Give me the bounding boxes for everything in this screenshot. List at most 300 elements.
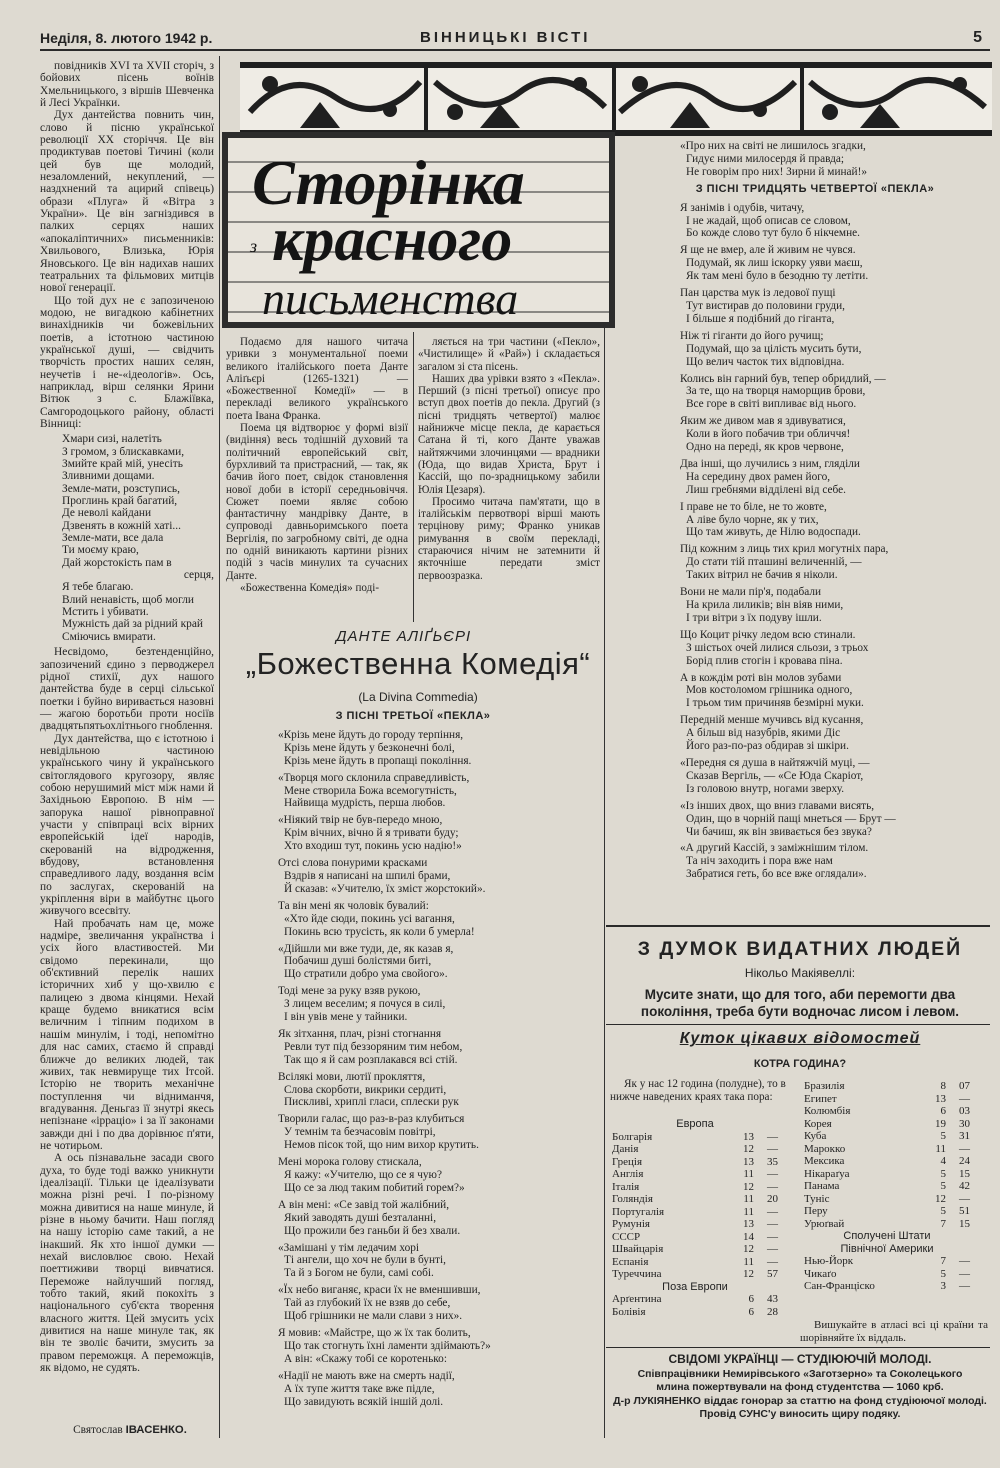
issue-date: Неділя, 8. лютого 1942 р.: [40, 30, 213, 46]
verse-line: Що так стогнуть їхні ламенти здіймають?»: [284, 1339, 491, 1352]
time-h: 11: [935, 1142, 946, 1155]
time-name: Італія: [612, 1180, 640, 1193]
time-name: СССР: [612, 1230, 641, 1243]
verse-line: Пан царства мук із ледової пущі: [680, 287, 836, 300]
verse-line: Гидує ними милосердя й правда;: [686, 152, 845, 165]
paragraph: Подаємо для нашого читача уривки з монументальної поеми великого італійського поета Данте Аліґьєрі (1265-1321) — «Божественної Комедії» — в перекладі великого українського поета Івана Франка.: [226, 336, 408, 422]
time-m: 03: [959, 1105, 970, 1117]
time-m: —: [767, 1243, 778, 1255]
time-row: [612, 1256, 778, 1269]
poem-line: Сміючись вмирати.: [62, 630, 156, 643]
stanza: [680, 800, 990, 839]
verse-line: А більш від назубрів, якими Діс: [686, 727, 841, 740]
time-name: Куба: [804, 1130, 827, 1142]
verse-line: А ліве було чорне, як у тих,: [686, 513, 819, 526]
verse-line: З лицем веселим; я почуся в силі,: [284, 998, 446, 1011]
stanza: [680, 140, 990, 179]
time-h: 12: [743, 1143, 754, 1155]
poem-line: Земле-мати, все дала: [62, 532, 164, 545]
time-table-right: [804, 1080, 970, 1293]
verse-line: Що се за люд таким побитий горем?»: [284, 1181, 465, 1194]
time-row: [804, 1118, 970, 1131]
time-h: 13: [743, 1155, 754, 1168]
verse-line: Колись він гарний був, тепер обридлий, —: [680, 372, 886, 385]
time-name: Еспанія: [612, 1255, 649, 1268]
time-m: —: [767, 1130, 778, 1143]
peasant-poem: [62, 433, 214, 643]
newspaper-title: ВІННИЦЬКІ ВІСТІ: [420, 29, 591, 46]
time-m: —: [959, 1267, 970, 1280]
verse-line: Із головою внутр, ногами зверху.: [686, 782, 845, 795]
stanza: [278, 985, 598, 1024]
poem-line: Мстить і убивати.: [62, 606, 149, 619]
time-name: Панама: [804, 1180, 840, 1192]
announcement-line: Д-р ЛУКІЯНЕНКО віддає гонорар за статтю на фонд студіюючої молоді.: [613, 1394, 987, 1407]
poem-canto-3: [278, 708, 598, 1412]
time-h: 14: [743, 1230, 754, 1243]
paragraph: ляється на три частини («Пекло», «Чистилище» й «Рай») і складається загалом зі ста пісень.: [418, 336, 600, 373]
time-row: [804, 1093, 970, 1106]
verse-line: «Хто йде сюди, покинь усі вагання,: [284, 912, 455, 925]
time-m: —: [767, 1255, 778, 1268]
time-m: —: [959, 1142, 970, 1155]
trivia-heading: Куток цікавих відомостей: [679, 1030, 921, 1047]
paragraph: Дух дантейства повнить чин, слово й пісню української революції XX сторіччя. Це він продиктував поетові Тичині (коли цей був ще молодий, незаломлений, некуплений, — наздхнений та ацирий співець) образи «Плуга» й «Вітра з України». Це він загніздився в палких серцях наших «апокаліптичних» письменників: Хвильового, Влизька, Юрія Яновського. Це він надихав наших театральних та фільмових митців нової генерації.: [40, 109, 214, 295]
time-m: 07: [959, 1080, 970, 1092]
time-m: —: [767, 1230, 778, 1243]
verse-line: Я мовив: «Майстре, що ж їх так болить,: [278, 1326, 471, 1339]
poem-line: Зливними дощами.: [62, 470, 155, 483]
verse-line: Вони не мали пір'я, подабали: [680, 586, 822, 599]
time-m: —: [767, 1218, 778, 1230]
time-name: Болівія: [612, 1305, 646, 1318]
time-row: [612, 1193, 778, 1206]
article-dantean-spirit: [40, 60, 214, 1374]
time-name: Колюмбія: [804, 1105, 851, 1117]
time-m: —: [959, 1192, 970, 1205]
verse-line: Отсі слова понурими красками: [278, 857, 428, 870]
time-m: —: [959, 1280, 970, 1292]
column-divider: [604, 140, 605, 1438]
verse-line: Тай аз глубокий їх не взяв до себе,: [284, 1297, 451, 1310]
time-row: [612, 1206, 778, 1219]
time-name: Арґентина: [612, 1293, 662, 1305]
verse-line: «Творця мого склонила справедливість,: [278, 771, 470, 784]
verse-line: Найвища мудрість, перша любов.: [284, 797, 446, 810]
time-h: 11: [743, 1255, 754, 1268]
verse-line: А він мені: «Се завід той жалібний,: [278, 1198, 450, 1211]
time-m: 30: [959, 1117, 970, 1130]
verse-line: Покинь всю трусість, як коли б умерла!: [284, 925, 475, 938]
time-row: [804, 1080, 970, 1093]
stanza: [680, 458, 990, 497]
verse-line: Тоді мене за руку взяв рукою,: [278, 985, 421, 998]
time-name: Нью-Йорк: [804, 1255, 854, 1267]
paragraph: Просимо читача пам'ятати, що в італійськім первотворі вірші мають терцінову риму; Франко уникав римування в своїм перекладі, стараючися нічим не затемнити й якточніше передати зміст первоозразка.: [418, 495, 600, 582]
time-h: 6: [748, 1293, 754, 1305]
time-row: [612, 1181, 778, 1194]
stanza: [680, 543, 990, 582]
verse-line: Тут вистирав до половини груди,: [686, 299, 845, 312]
time-row: [612, 1168, 778, 1181]
verse-line: Один, що в чорній пащі мнеться — Брут —: [686, 812, 896, 825]
header-rule: [40, 49, 990, 51]
paragraph: Най пробачать нам це, може надміре, звеличання українства і усіх його властивостей. Ми свідомо перекинали, що об'єктивний перелік наших історичних хиб у що-хвилю є палицею з двома кінцями. Нехай краще будемо вникатися всім величним і тіпним подихом в нашім минулім, і тоді, непомітно для нас самих, стаємо й справді ближче до великих людей, так живих, так невмируще тих Ітсой. Історію не творить механічне поступлення чи відниманчя, вгадування. Деньгаз її знутрі якесь непізнане «ірраціо» і за її законами завжди дні і по два дорівнює п'яти, не чотирьом.: [40, 917, 214, 1152]
time-row: [612, 1306, 778, 1319]
time-name: Голяндія: [612, 1193, 653, 1205]
poem-canto-34: [680, 140, 990, 885]
section-rule: [606, 1024, 990, 1025]
time-h: 8: [940, 1080, 946, 1092]
stanza: [278, 943, 598, 982]
verse-line: Що Коцит річку ледом всю стинали.: [680, 628, 856, 641]
masthead-word-3: письменства: [262, 273, 519, 324]
time-m: 57: [767, 1268, 778, 1280]
verse-line: Борід плив стогін і кровава піна.: [686, 654, 843, 667]
poem-author: ДАНТЕ АЛІҐЬЄРІ: [336, 628, 472, 645]
verse-line: Та й з Богом не були, самі собі.: [284, 1267, 434, 1280]
stanza: [278, 1071, 598, 1110]
verse-line: Що завидують всякій іншій долі.: [284, 1395, 444, 1408]
time-name: Румунія: [612, 1218, 650, 1230]
time-h: 5: [940, 1267, 946, 1280]
time-m: 24: [959, 1155, 970, 1167]
time-row: [804, 1218, 970, 1231]
verse-line: Що прожили без ганьби й без хвали.: [284, 1224, 461, 1237]
verse-line: Крім вічних, вічно й я тривати буду;: [284, 827, 459, 840]
verse-line: На крила лиликів; він віяв ними,: [686, 599, 844, 611]
quote-author: Нікольо Макіявеллі:: [744, 966, 856, 980]
paragraph: «Божественна Комедія» поді-: [240, 581, 380, 594]
stanza: [278, 1113, 598, 1152]
time-m: 35: [767, 1155, 778, 1168]
signature-last-name: ІВАСЕНКО.: [125, 1424, 187, 1436]
time-name: Греція: [612, 1155, 643, 1168]
verse-line: Слова скорботи, викрики сердиті,: [284, 1083, 447, 1096]
poem-line: Мужність дай за рідний край: [62, 618, 203, 631]
time-table-left: [612, 1118, 778, 1318]
stanza: [278, 729, 598, 768]
time-m: —: [767, 1180, 778, 1193]
verse-line: Чи бачиш, як він звивається без звука?: [686, 825, 872, 838]
quote-text: Мусите знати, що для того, аби перемогти два покоління, треба бути водночас лисом і левом.: [640, 987, 960, 1019]
stanza: [680, 244, 990, 283]
time-name: Сан-Франціско: [804, 1280, 875, 1292]
time-name: Перу: [804, 1205, 828, 1217]
time-name: Урюґвай: [804, 1217, 845, 1230]
time-name: Англія: [612, 1168, 644, 1180]
time-h: 3: [940, 1280, 946, 1292]
verse-line: Та він мені як чоловік бувалий:: [278, 899, 429, 912]
section-rule: [606, 1347, 990, 1348]
stanza: [278, 1156, 598, 1195]
poem-latin-title: (La Divina Commedia): [358, 690, 478, 704]
poem-line: Проглинь край багатий,: [62, 495, 178, 508]
paragraph: Несвідомо, безтенденційно, запозичений єдино з перводжерел рідної стихії, дух нашого дантейства буде в серці сільської поетки і буйно виривається назовні — жагою боротьби проти носіїв двадцятьпятьохлітнього гноблення.: [40, 646, 214, 733]
trivia-subheading: КОТРА ГОДИНА?: [753, 1058, 847, 1070]
stanza: [278, 900, 598, 939]
time-h: 5: [940, 1167, 946, 1180]
time-name: Данія: [612, 1143, 639, 1155]
stanza: [680, 287, 990, 326]
time-h: 12: [743, 1268, 754, 1280]
verse-line: Бо кожде слово тут було б нікчемне.: [686, 227, 860, 240]
time-row: [612, 1268, 778, 1281]
time-name: Туреччина: [612, 1268, 662, 1280]
poem-title: „Божественна Комедія“: [245, 646, 591, 681]
verse-line: «Надії не мають вже на смерть надії,: [278, 1369, 455, 1382]
verse-line: Все горе в світі випливає від нього.: [686, 398, 857, 411]
verse-line: Коли в його побачив три обличчя!: [686, 428, 851, 441]
verse-line: Я ще не вмер, але й живим не чувся.: [680, 244, 856, 257]
time-name: Мексика: [804, 1155, 845, 1167]
poem-line: серця,: [183, 569, 214, 582]
poem-line: Дзвенять в кожній хаті...: [62, 519, 181, 532]
verse-line: Я занімів і одубів, читачу,: [680, 201, 805, 214]
time-m: 42: [959, 1180, 970, 1192]
verse-line: Побачиш душі болістями биті,: [284, 955, 432, 968]
verse-line: Вздрів я написані на шпилі брами,: [284, 869, 451, 882]
time-row: [612, 1243, 778, 1256]
verse-line: Та ніч заходить і пора вже нам: [686, 855, 833, 868]
verse-line: Як там мені було в безодню ту летіти.: [686, 270, 869, 283]
poem-line: З громом, з блискавками,: [62, 445, 185, 458]
verse-line: Я кажу: «Учителю, що се я чую?: [284, 1169, 442, 1181]
folk-ornament-banner: [240, 62, 992, 136]
signature-first-name: Святослав: [73, 1424, 123, 1436]
time-h: 12: [743, 1180, 754, 1193]
verse-line: Подумай, як лиш іскорку уяви маєш,: [686, 257, 863, 270]
verse-line: «Крізь мене йдуть до городу терпіння,: [278, 728, 464, 741]
time-row: [804, 1143, 970, 1156]
verse-line: З шістьох очей лилися сльози, з трьох: [686, 641, 869, 654]
stanza: [680, 714, 990, 753]
announcement-line: Провід СУНС'у виносить щиру подяку.: [699, 1407, 901, 1420]
verse-line: Яким же дивом мав я здивуватися,: [680, 415, 846, 428]
verse-line: І не жадай, щоб описав се словом,: [686, 214, 851, 227]
paragraph: Поема ця відтворює у формі візії (видіння) весь тодішній духовий та політичний европейський світ, бурхливий та пристрасний, — так, як бачив його поет, свідок становлення нової доби в історії середньовіччя. Сюжет поеми являє собою фантастичну мандрівку Данте, в супроводі давньоримського поета Вергілія, по загробному світі, де одна по одній виникають картини різних подій з часів минулих та сучасних Данте.: [226, 422, 408, 582]
verse-line: Мов костоломом грішника одного,: [686, 684, 853, 697]
time-m: 51: [959, 1205, 970, 1217]
stanza: [278, 814, 598, 853]
time-m: 43: [767, 1293, 778, 1305]
verse-line: «Передня ся душа в найтяжчій муці, —: [680, 756, 870, 769]
time-m: 20: [767, 1193, 778, 1205]
page-header: [40, 26, 990, 48]
verse-line: Передній менше мучивсь від кусання,: [680, 714, 864, 727]
canto-34-heading: З ПІСНІ ТРИДЦЯТЬ ЧЕТВЕРТОЇ «ПЕКЛА»: [695, 182, 935, 195]
time-h: 5: [940, 1180, 946, 1192]
masthead-small: з: [250, 236, 258, 256]
time-name: Чикаґо: [804, 1267, 837, 1280]
trivia-note: Вишукайте в атласі всі ці країни та шорівняйте їх віддаль.: [800, 1319, 988, 1344]
paragraph: Наших два урівки взято з «Пекла». Перший (з пісні третьої) описує про вступ двох поетів до пекла. Другий (з пісні тридцять четвертої) малює найнижче місце пекла, де карається Сатана й ті, кого Данте уважав найтяжчими злочинцями — врадники (Юда, що видав Христа, Брут і Кассій, що по-зрадницькому забили Юлія Цезаря).: [418, 372, 600, 496]
stanza: [278, 1028, 598, 1067]
time-name: Корея: [804, 1117, 832, 1130]
region-label: Сполучені Штати: [843, 1230, 931, 1242]
time-h: 4: [940, 1155, 946, 1167]
paragraph: повідників XVI та XVII сторіч, з бойових пісень воїнів Хмельницького, з віршів Шевченка й Лесі Українки.: [40, 60, 214, 110]
time-row: [804, 1105, 970, 1118]
region-label: Поза Европи: [662, 1280, 728, 1293]
poem-line: Хмари сизі, налетіть: [62, 433, 162, 446]
time-h: 12: [743, 1243, 754, 1255]
stanza: [680, 202, 990, 241]
verse-line: Ревли тут під беззоряним тим небом,: [284, 1040, 463, 1053]
poem-line: Влий ненавість, щоб могли: [62, 593, 194, 606]
section-masthead: [222, 132, 615, 328]
quote-heading: З ДУМОК ВИДАТНИХ ЛЮДЕЙ: [637, 938, 963, 960]
stanza: [278, 772, 598, 811]
time-h: 7: [940, 1255, 946, 1267]
masthead-word-1: Сторінка: [252, 147, 525, 218]
time-m: —: [767, 1168, 778, 1180]
time-row: [804, 1205, 970, 1218]
time-row: [804, 1168, 970, 1181]
time-name: Швайцарія: [612, 1243, 664, 1255]
paragraph: Дух дантейства, що є істотною і невідільною частиною українського чину й українського світоглядового кругозору, являє собою нерушимий міст між нами й Західньою Европою. В нім — запорука нашої рівноправної участи у співпраці всіх вірних европейській ідеї народів, скерованій на відродження, вбудову, встановлення справедливого ладу, воздання всім по заслугах, скерованій на укріплення віри в майбутнє цього живучого всесвіту.: [40, 732, 214, 918]
verse-line: «Із інших двох, що вниз главами висять,: [680, 799, 875, 812]
article-signature: [40, 1424, 220, 1436]
verse-line: «Замішані у тім ледачим хорі: [278, 1241, 420, 1254]
column-divider: [219, 56, 220, 1438]
verse-line: Що там живуть, де Нілю водоспади.: [686, 526, 861, 539]
verse-line: І праве не то біле, не то жовте,: [680, 500, 827, 513]
verse-line: Всілякі мови, лютії прокляття,: [278, 1070, 426, 1083]
poem-line: Змийте край мій, унесіть: [62, 458, 183, 470]
verse-line: Лиш гребнями відділені від себе.: [686, 483, 846, 496]
verse-line: Не говорім про них! Зирни й минай!»: [686, 165, 868, 178]
time-row: [804, 1193, 970, 1206]
time-h: 6: [748, 1305, 754, 1318]
verse-line: Ті ангели, що хоч не були в бунті,: [284, 1254, 446, 1267]
time-h: 13: [743, 1218, 754, 1230]
stanza: [680, 629, 990, 668]
verse-line: І він увів мене у тайники.: [284, 1011, 408, 1024]
time-name: Нікараґуа: [804, 1167, 850, 1180]
verse-line: Мені морока голову стискала,: [278, 1156, 422, 1169]
verse-line: Його раз-по-раз обдирав зі шкіри.: [686, 740, 849, 753]
time-row: [612, 1156, 778, 1169]
announcement-heading: СВІДОМІ УКРАЇНЦІ — СТУДІЮЮЧІЙ МОЛОДІ.: [668, 1352, 932, 1366]
verse-line: Крізь мене йдуть в пропащі покоління.: [284, 754, 472, 767]
time-row: [804, 1130, 970, 1143]
intro-text-right: [418, 336, 600, 582]
stanza: [680, 501, 990, 540]
poem-line: Я тебе благаю.: [62, 581, 134, 594]
verse-line: А він: «Скажу тобі се коротенько:: [284, 1352, 447, 1365]
verse-line: Сказав Вергіль, — «Се Юда Скаріот,: [686, 769, 864, 782]
time-row: [612, 1131, 778, 1144]
time-row: [612, 1143, 778, 1156]
time-row: [612, 1218, 778, 1231]
announcement-line: млина пожертвували на фонд студентства — 1060 крб.: [656, 1381, 944, 1394]
time-h: 13: [935, 1092, 946, 1105]
time-h: 19: [935, 1117, 946, 1130]
verse-line: Мене створила Божа всемогутність,: [284, 784, 457, 797]
time-h: 6: [940, 1105, 946, 1117]
time-m: 15: [959, 1167, 970, 1180]
verse-line: Що стратили добро ума свойого».: [284, 968, 448, 981]
time-h: 13: [743, 1130, 754, 1143]
masthead-word-2: красного: [272, 206, 513, 274]
time-name: Болгарія: [612, 1130, 653, 1143]
stanza: [278, 1284, 598, 1323]
poem-line: Де неволі кайдани: [62, 507, 152, 520]
verse-line: Хто входиш тут, покинь усю надію!»: [284, 840, 462, 853]
stanza: [278, 1199, 598, 1238]
section-rule: [606, 925, 990, 927]
stanza: [278, 1242, 598, 1281]
time-name: Египет: [804, 1092, 837, 1105]
announcement-line: Співпрацівники Немирівського «Заготзерно» та Соколецького: [637, 1368, 963, 1380]
stanza: [680, 415, 990, 454]
verse-line: Щоб грішники не мали слави з них».: [284, 1310, 463, 1323]
time-m: —: [767, 1143, 778, 1155]
verse-line: Творили галас, що раз-в-раз клубиться: [278, 1113, 465, 1126]
verse-line: Одно на переді, як кров червоне,: [686, 441, 844, 454]
time-h: 11: [743, 1168, 754, 1180]
time-h: 5: [940, 1205, 946, 1217]
time-row: [804, 1155, 970, 1168]
time-h: 12: [935, 1192, 946, 1205]
time-row: [612, 1293, 778, 1306]
verse-line: Пискливі, хриплі гласи, сплески рук: [284, 1096, 459, 1109]
stanza: [680, 757, 990, 796]
verse-line: Забратися геть, бо все вже оглядали».: [686, 868, 867, 881]
time-m: —: [959, 1092, 970, 1105]
time-h: 11: [743, 1193, 754, 1205]
verse-line: «Ніякий твір не був-передо мною,: [278, 814, 443, 827]
verse-line: Що велич часток тих відповідна.: [686, 355, 845, 368]
verse-line: Ніж ті гіганти до його ручищ;: [680, 329, 824, 342]
verse-line: А в кождім роті він молов зубами: [680, 671, 842, 684]
time-h: 11: [743, 1205, 754, 1218]
region-label: Північної Америки: [840, 1242, 934, 1255]
poem-line: Земле-мати, розступись,: [62, 482, 180, 495]
verse-line: «Їх небо виганяє, краси їх не вменшивши,: [278, 1284, 481, 1297]
time-m: 31: [959, 1130, 970, 1142]
trivia-intro: Як у нас 12 година (полудне), то в нижче наведених краях така пора:: [610, 1078, 786, 1103]
time-m: —: [959, 1255, 970, 1267]
time-row: [612, 1231, 778, 1244]
verse-line: Так що я й сам розплакався всі стій.: [284, 1053, 458, 1066]
time-h: 5: [940, 1130, 946, 1142]
time-h: 7: [940, 1217, 946, 1230]
verse-line: На середину двох рамен його,: [686, 470, 831, 483]
paragraph: Що той дух не є запозиченою модою, не вигадкою кабінетних винахідників чи божевільних поетів, а істотною частиною української душі, — свідчить творчість простих наших селян, неучетів і не-«ідеологів». Ось, наприклад, вірш селянки Ярини Вітюк з с. Блажіївка, Самгородоцького району, області Вінниці:: [40, 294, 214, 430]
time-name: Марокко: [804, 1142, 846, 1155]
stanza: [278, 1327, 598, 1366]
page-number: 5: [973, 29, 982, 46]
stanza: [278, 857, 598, 896]
verse-line: І три вітри з їх подуву ішли.: [686, 611, 822, 624]
verse-line: Й сказав: «Учителю, їх зміст жорстокий».: [284, 882, 486, 895]
stanza: [278, 1370, 598, 1409]
verse-line: До стати тій пташині величенній, —: [686, 556, 862, 569]
verse-line: А їх тупе життя таке вже підле,: [284, 1382, 435, 1395]
stanza: [680, 373, 990, 412]
canto-3-heading: З ПІСНІ ТРЕТЬОЇ «ПЕКЛА»: [335, 710, 491, 722]
time-m: 15: [959, 1217, 970, 1230]
stanza: [680, 672, 990, 711]
time-m: 28: [767, 1305, 778, 1318]
poem-line: Дай жорстокість пам в: [62, 556, 172, 569]
verse-line: «Про них на світі не лишилось згадки,: [680, 140, 866, 152]
verse-line: Під кожним з лиць тих крил могутніх пара,: [680, 543, 889, 556]
stanza: [680, 586, 990, 625]
time-row: [804, 1268, 970, 1281]
